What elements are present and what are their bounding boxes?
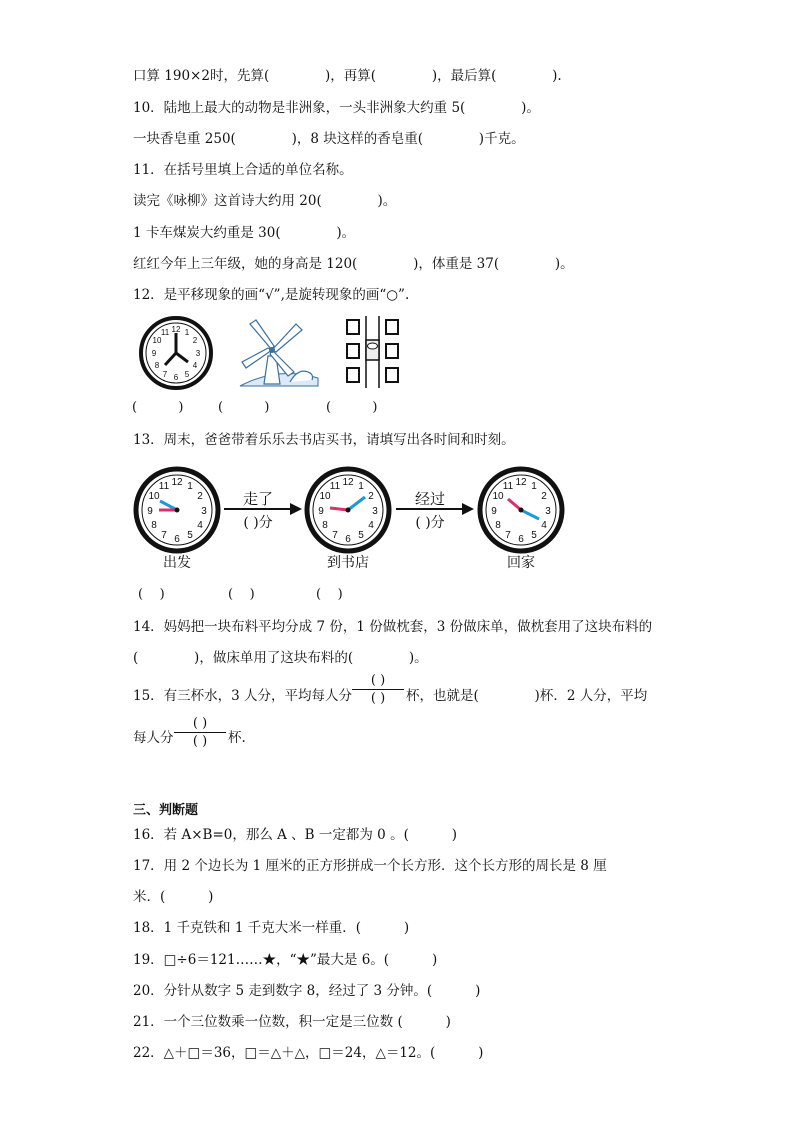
- q17-line-2: 米．( ): [133, 889, 214, 905]
- svg-text:7: 7: [161, 530, 167, 541]
- svg-text:7: 7: [162, 370, 168, 379]
- svg-text:10: 10: [148, 491, 160, 502]
- q12-answer-blank-1[interactable]: ( ): [132, 400, 184, 415]
- fraction-denominator[interactable]: ( ): [192, 734, 208, 749]
- svg-text:2: 2: [197, 491, 203, 502]
- fraction-numerator[interactable]: ( ): [370, 673, 386, 688]
- svg-text:8: 8: [495, 520, 501, 531]
- q13-arrow-2-label: 经过: [414, 490, 445, 508]
- svg-text:2: 2: [368, 491, 374, 502]
- q12-clock-image: [136, 316, 216, 390]
- q15-line-1a: 15．有三杯水，3 人分，平均每人分: [133, 688, 353, 704]
- svg-text:11: 11: [160, 328, 170, 337]
- q14-line-1: 14．妈妈把一块布料平均分成 7 份，1 份做枕套，3 份做床单，做枕套用了这块布料的: [133, 619, 653, 635]
- q13-caption-home: 回家: [507, 555, 535, 571]
- q13-arrow-1-blank[interactable]: ( )分: [243, 515, 273, 531]
- fraction-denominator[interactable]: ( ): [370, 691, 386, 706]
- svg-text:7: 7: [505, 530, 511, 541]
- svg-text:11: 11: [158, 481, 170, 492]
- q15-line-1b: 杯，也就是( )杯．2 人分，平均: [406, 688, 648, 704]
- q15-line-2a: 每人分: [133, 730, 174, 746]
- svg-text:10: 10: [319, 491, 331, 502]
- svg-text:5: 5: [358, 530, 364, 541]
- svg-text:9: 9: [491, 506, 497, 517]
- svg-text:2: 2: [541, 491, 547, 502]
- svg-text:12: 12: [171, 325, 181, 334]
- q11-line-2: 1 卡车煤炭大约重是 30( )。: [133, 225, 356, 241]
- svg-text:6: 6: [518, 534, 524, 545]
- svg-text:10: 10: [152, 336, 162, 345]
- section-3-title: 三、判断题: [133, 803, 199, 818]
- svg-text:3: 3: [545, 506, 551, 517]
- svg-text:12: 12: [171, 477, 183, 488]
- svg-text:4: 4: [192, 361, 198, 370]
- svg-text:3: 3: [195, 349, 201, 358]
- svg-text:4: 4: [541, 520, 547, 531]
- q15-fraction-2[interactable]: [174, 716, 226, 751]
- svg-text:8: 8: [322, 520, 328, 531]
- q13-arrow-2-blank[interactable]: ( )分: [415, 515, 445, 531]
- q13-title: 13．周末，爸爸带着乐乐去书店买书，请填写出各时间和时刻。: [133, 432, 515, 448]
- q13-clock-bookstore: [303, 465, 393, 555]
- q12-answer-blank-3[interactable]: ( ): [326, 400, 378, 415]
- q12-answer-blank-2[interactable]: ( ): [218, 400, 270, 415]
- q14-line-2: ( )，做床单用了这块布料的( )。: [133, 650, 428, 666]
- q15-fraction-1[interactable]: [352, 673, 404, 708]
- svg-text:1: 1: [531, 481, 537, 492]
- q10-line: 10．陆地上最大的动物是非洲象，一头非洲象大约重 5( )。: [133, 100, 540, 116]
- q13-time-blank-2[interactable]: ( ): [228, 587, 255, 602]
- svg-text:8: 8: [154, 361, 160, 370]
- svg-text:1: 1: [358, 481, 364, 492]
- svg-text:6: 6: [174, 534, 180, 545]
- svg-text:9: 9: [151, 349, 157, 358]
- q11-line-3: 红红今年上三年级，她的身高是 120( )，体重是 37( )。: [133, 256, 574, 272]
- svg-text:11: 11: [502, 481, 514, 492]
- q13-clock-home: [476, 465, 566, 555]
- svg-text:10: 10: [492, 491, 504, 502]
- q12-elevator-image: [344, 316, 402, 388]
- svg-text:3: 3: [201, 506, 207, 517]
- q13-caption-depart: 出发: [163, 555, 191, 571]
- svg-text:6: 6: [345, 534, 351, 545]
- q18-line: 18．1 千克铁和 1 千克大米一样重．( ): [133, 920, 410, 936]
- q13-arrow-1-label: 走了: [242, 490, 273, 508]
- q17-line-1: 17．用 2 个边长为 1 厘米的正方形拼成一个长方形．这个长方形的周长是 8 厘: [133, 858, 607, 874]
- svg-text:5: 5: [187, 530, 193, 541]
- q21-line: 21．一个三位数乘一位数，积一定是三位数 ( ): [133, 1014, 451, 1030]
- svg-text:5: 5: [531, 530, 537, 541]
- svg-text:11: 11: [329, 481, 341, 492]
- q11-title: 11．在括号里填上合适的单位名称。: [133, 162, 353, 178]
- svg-text:2: 2: [192, 336, 198, 345]
- q9-line: 口算 190×2时，先算( )，再算( )，最后算( ).: [133, 68, 562, 84]
- svg-text:8: 8: [151, 520, 157, 531]
- svg-text:3: 3: [372, 506, 378, 517]
- svg-text:5: 5: [184, 370, 190, 379]
- svg-text:4: 4: [197, 520, 203, 531]
- svg-text:12: 12: [342, 477, 354, 488]
- fraction-numerator[interactable]: ( ): [192, 716, 208, 731]
- svg-text:9: 9: [147, 506, 153, 517]
- q11-line-1: 读完《咏柳》这首诗大约用 20( )。: [133, 193, 397, 209]
- svg-text:4: 4: [368, 520, 374, 531]
- q13-caption-bookstore: 到书店: [327, 555, 369, 571]
- q16-line: 16．若 A×B=0，那么 A 、B 一定都为 0 。( ): [133, 827, 458, 843]
- svg-text:1: 1: [184, 328, 190, 337]
- q20-line: 20．分针从数字 5 走到数字 8，经过了 3 分钟。( ): [133, 983, 481, 999]
- q12-title: 12．是平移现象的画“√”,是旋转现象的画“○”.: [133, 287, 410, 303]
- q13-time-blank-3[interactable]: ( ): [316, 587, 343, 602]
- svg-text:1: 1: [187, 481, 193, 492]
- svg-text:12: 12: [515, 477, 527, 488]
- svg-text:7: 7: [332, 530, 338, 541]
- q10-line-2: 一块香皂重 250( )，8 块这样的香皂重( )千克。: [133, 131, 525, 147]
- q19-line: 19．□÷6＝121……★，“★”最大是 6。( ): [133, 952, 438, 968]
- q12-windmill-image: [238, 316, 320, 388]
- q15-line-2b: 杯.: [228, 730, 246, 746]
- svg-text:9: 9: [318, 506, 324, 517]
- q13-clock-depart: [132, 465, 222, 555]
- q13-time-blank-1[interactable]: ( ): [138, 587, 165, 602]
- svg-text:6: 6: [173, 373, 179, 382]
- q22-line: 22．△＋□＝36，□＝△＋△，□＝24，△＝12。( ): [133, 1045, 484, 1061]
